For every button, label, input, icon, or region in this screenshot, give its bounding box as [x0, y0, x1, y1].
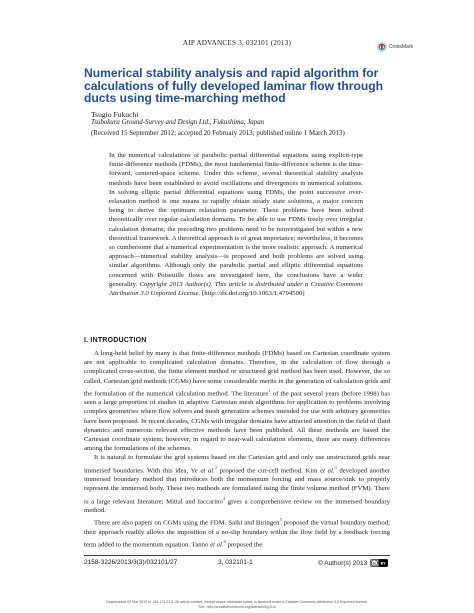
intro-text: et al. — [210, 541, 224, 549]
crossmark-badge[interactable] — [377, 38, 413, 56]
abstract — [109, 151, 363, 298]
citation-ref[interactable]: 5 — [279, 517, 282, 523]
crossmark-icon — [377, 40, 387, 54]
citation-ref[interactable]: 2 — [214, 464, 218, 470]
download-notice — [0, 600, 474, 609]
intro-text: gives a comprehensive review on the immersed boundary method. — [84, 497, 390, 514]
author: Tsugio Fukuchi — [91, 110, 139, 119]
footer-issn: 2158-3226/2013/3(3)/032101/27 — [84, 559, 178, 566]
intro-text: proposed the virtual boundary method; their approach readily allows the imposition of a no-slip boundary within the flow field by a feedback forcing term added to the momentum equation. Tanno — [84, 519, 390, 549]
crossmark-label: CrossMark — [388, 43, 413, 50]
intro-text: developed another immersed boundary method that introduces both the momentum forcing and mass source/sink to properly represent the immersed body. These two methods are formulated using the finite volume method (FVM). There is a large relevant literature; Mittal and Iaccarino — [84, 466, 391, 505]
citation-ref[interactable]: 1 — [268, 387, 271, 393]
license-link[interactable]: See: http://creativecommons.org/licenses/by/3.0/ — [198, 604, 276, 609]
svg-text:cc: cc — [372, 561, 377, 566]
intro-paragraph — [84, 515, 390, 549]
citation-ref[interactable]: 4 — [222, 495, 226, 501]
cc-by-icon[interactable] — [370, 559, 388, 567]
received-dates: (Received 15 September 2012; accepted 20 February 2013; published online 1 March 2013) — [91, 130, 345, 137]
intro-text: et al. — [320, 466, 335, 474]
citation-ref[interactable]: 3 — [334, 464, 337, 470]
intro-paragraph — [84, 349, 390, 453]
citation-ref[interactable]: 6 — [223, 538, 226, 544]
intro-text: It is natural to formulate the grid systems based on the Cartesian grid and only use unstructured grids near immersed boundaries. With this idea, Ye — [84, 454, 390, 474]
intro-text: A long-held belief by many is that finite-difference methods (FDMs) based on Cartesian coordinate system are not applicable to complicated calculation domains. Therefore, in the calculation of flow through a complicated cross-section, the finite element method or structured grid method has been used. However, the so called, Cartesian grid methods (CGMs) have some considerable merits in the generation of calculation grids and the formulation of the numerical calculation method. The literature — [84, 350, 390, 398]
section-heading: I. INTRODUCTION — [84, 337, 147, 344]
svg-text:BY: BY — [380, 561, 386, 566]
journal-header: AIP ADVANCES 3, 032101 (2013) — [182, 39, 292, 47]
footer-copyright — [318, 559, 388, 567]
footer-page-number: 3, 032101-1 — [218, 559, 253, 566]
intro-text: proposed the cut-cell method. Kim — [217, 466, 321, 474]
paper-title: Numerical stability analysis and rapid algorithm for calculations of fully developed laminar flow through ducts using time-marching method — [84, 66, 384, 106]
copyright-notice: Copyright 2013 Author(s). This article is distributed under a Creative Commons Attribution 3.0 Unported License. — [109, 280, 363, 298]
intro-text: et al. — [200, 466, 215, 474]
doi-link[interactable]: [http://dx.doi.org/10.1063/1.4794500] — [200, 290, 305, 298]
footer-divider — [84, 555, 390, 556]
intro-text: of the past several years (before 1998) has seen a large proportion of studies in adaptive Cartesian mesh algorithms for application to problems involving complex geometries where flow solvers and mesh generation schemes intended for use with arbitrary geometries have been proposed. In recent decades, CGMs with irregular domains have attracted attention in the field of fluid dynamics and numerous relevant effective methods have been published. All these methods are based the Cartesian coordinate system; however, in regard to near-wall calculation elements, there are many differences among the formulations of the schemes. — [84, 390, 391, 453]
introduction-body — [84, 349, 390, 549]
intro-text: proposed the — [225, 541, 263, 549]
footer-author-copyright: © Author(s) 2013 — [318, 559, 368, 567]
download-notice-line: Downloaded 09 Mar 2013 to 129.174.21.5. All article content, except where otherwise noted, is licensed under a Creative Commons Attribution 3.0 Unported license. — [106, 600, 368, 604]
abstract-text: In the numerical calculations of parabolic partial differential equations using explicit-type finite-difference methods (FDMs), the most fundamental finite-difference scheme is the time-forward, centered-space scheme. Under this scheme, several theoretical stability analysis methods have been established to avoid oscillations and divergences in numerical solutions. In solving elliptic partial differential equations using FDMs, the point successive over-relaxation method is one means to rapidly obtain steady state solutions, a major concern being to derive the optimum relaxation parameter. These problems have been solved theoretically over regular calculation domains. To be able to use FDMs freely over irregular calculation domains, the preceding two problems need to be reinvestigated but within a new theoretical framework. A theoretical approach is of great importance; nevertheless, it becomes so cumbersome that a numerical experimentation is the more realistic approach. A numerical approach—numerical stability analysis—is proposed and both problems are solved using similar algorithms. Although only the parabolic partial and elliptic differential equations concerned with Poiseuille flows are investigated here, the conclusions have a wider generality. — [109, 152, 363, 288]
intro-text: There are also papers on CGMs using the FDM. Saiki and Biringen — [94, 519, 280, 527]
affiliation: Tsubokura Ground-Survey and Design Ltd., Fukushima, Japan — [91, 119, 265, 126]
intro-paragraph — [84, 453, 390, 515]
